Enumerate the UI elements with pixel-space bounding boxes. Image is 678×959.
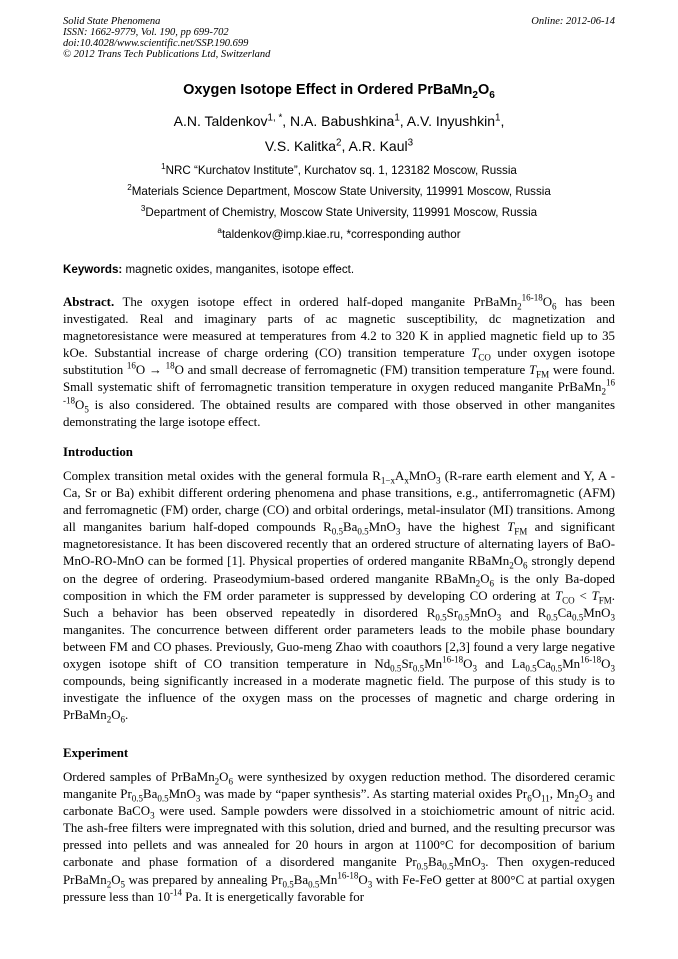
online-date: Online: 2012-06-14 xyxy=(531,16,615,27)
affiliation-3: $^3$Department of Chemistry, Moscow State University, 119991 Moscow, Russia xyxy=(140,204,538,219)
experiment-heading: Experiment xyxy=(63,746,129,760)
copyright-line: © 2012 Trans Tech Publications Ltd, Switzerland xyxy=(63,49,271,60)
journal-name: Solid State Phenomena xyxy=(63,16,161,27)
authors-line-2: V.S. Kalitka$^2$, A.R. Kaul$^3$ xyxy=(264,137,414,154)
abstract-paragraph: Abstract. The oxygen isotope effect in ordered half-doped manganite $PrBaMn_2^{16-18}O_6$ has been investigated. Real and imaginary parts of ac magnetic susceptibility, dc magnetization and magnetoresistance were measured at temperatures from 4.2 to 320 K in applied magnetic field up to 35 kOe. Substantial increase of charge ordering (CO) transition temperature $T_{CO}$ under oxygen isotope substitution $^{16}$O → $^{18}$O and small decrease of ferromagnetic (FM) transition temperature $T_{FM}$ were found. Small systematic shift of ferromagnetic transition temperature in oxygen reduced manganite $PrBaMn_2^{16 -18}O_5$ is also considered. The obtained results are compared with those observed in other manganites demonstrating the large isotope effect. xyxy=(63,292,616,429)
affiliation-2: $^2$Materials Science Department, Moscow State University, 119991 Moscow, Russia xyxy=(127,183,551,198)
author-email: $^a$taldenkov@imp.kiae.ru, *corresponding author xyxy=(217,226,461,241)
issn-line: ISSN: 1662-9779, Vol. 190, pp 699-702 xyxy=(63,27,229,38)
paper-title: Oxygen Isotope Effect in Ordered $PrBaMn_2O_6$ xyxy=(183,82,495,101)
introduction-paragraph: Complex transition metal oxides with the general formula $R_{1-x}A_xMnO_3$ (R-rare earth element and Y, A - Ca, Sr or Ba) exhibit different ordering phenomena and phase transitions, e.g., antiferromagnetic (AFM) and ferromagnetic (FM) order, charge (CO) and orbital orderings, metal-insulator (MI) transitions. Among all manganites barium half-doped compounds $R_{0.5}Ba_{0.5}MnO_3$ have the highest $T_{FM}$ and significant magnetoresistance. It has been discovered recently that an ordered structure of alternating layers of BaO-MnO-RO-MnO can be formed [1]. Physical properties of ordered manganite $RBaMn_2O_6$ strongly depend on the degree of ordering. Praseodymium-based ordered manganite $RBaMn_2O_6$ is the only Ba-doped composition in which the FM order parameter is suppressed by developing CO ordering at $T_{CO} < T_{FM}$. Such a behavior has been observed repeatedly in disordered $R_{0.5}Sr_{0.5}MnO_3$ and $R_{0.5}Ca_{0.5}MnO_3$ manganites. The concurrence between different order parameters leads to the mobile phase boundary between FM and CO phases. Previously, Guo-meng Zhao with coauthors [2,3] found a very large negative oxygen isotope shift of CO transition temperature in $Nd_{0.5}Sr_{0.5}Mn^{16-18}O_3$ and $La_{0.5}Ca_{0.5}Mn^{16-18}O_3$ compounds, being significantly increased in a moderate magnetic field. The purpose of this study is to investigate the influence of the oxygen mass on the processes of magnetic and charge ordering in $PrBaMn_2O_6$. xyxy=(63,469,616,725)
doi-line: doi:10.4028/www.scientific.net/SSP.190.699 xyxy=(63,38,249,49)
experiment-paragraph: Ordered samples of $PrBaMn_2O_6$ were synthesized by oxygen reduction method. The disordered ceramic manganite $Pr_{0.5}Ba_{0.5}MnO_3$ was made by “paper synthesis”. As starting material oxides $Pr_6O_{11}$, $Mn_2O_3$ and carbonate BaCO$_3$ were used. Sample powders were dissolved in a stoichiometric amount of nitric acid. The ash-free filters were impregnated with this solution, dried and burned, and the resulting precursor was pressed into pellets and was annealed for 20 hours in argon at 1100°C for decomposition of barium carbonate and phase formation of a disordered manganite $Pr_{0.5}Ba_{0.5}MnO_3$. Then oxygen-reduced $PrBaMn_2O_5$ was prepared by annealing $Pr_{0.5}Ba_{0.5}Mn^{16-18}O_3$ with Fe-FeO getter at 800°C at partial oxygen pressure less than $10^{-14}$ Pa. It is energetically favorable for xyxy=(63,770,616,904)
keywords: Keywords: magnetic oxides, manganites, isotope effect. xyxy=(63,263,355,276)
journal-header xyxy=(63,16,615,60)
authors-line-1: A.N. Taldenkov$^{1, *}$, N.A. Babushkina$^1$, A.V. Inyushkin$^1$, xyxy=(173,112,505,129)
affiliation-1: $^1$NRC “Kurchatov Institute”, Kurchatov sq. 1, 123182 Moscow, Russia xyxy=(161,162,517,177)
introduction-heading: Introduction xyxy=(63,445,133,459)
